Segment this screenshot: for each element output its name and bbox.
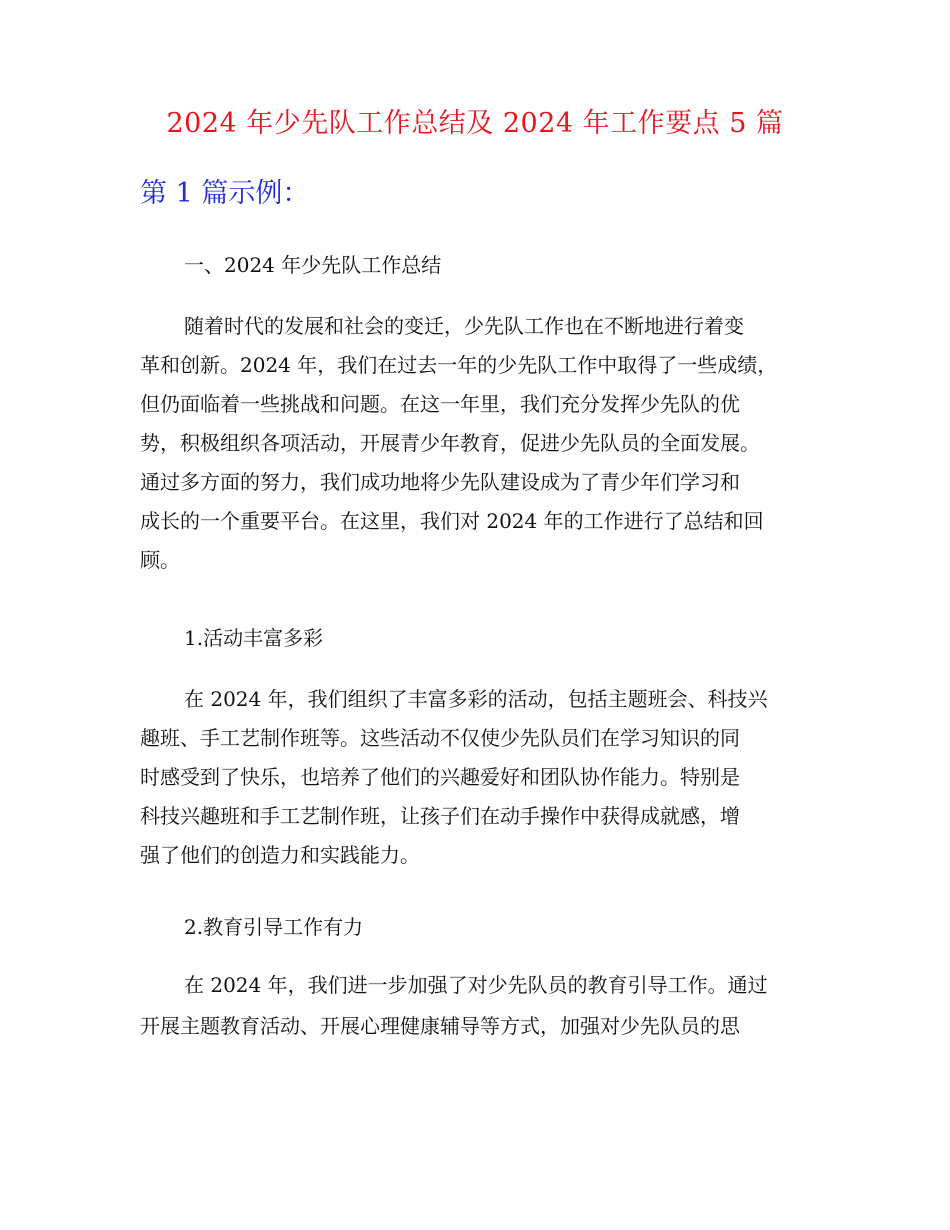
paragraph-line: 趣班、手工艺制作班等。这些活动不仅使少先队员们在学习知识的同 — [140, 726, 740, 750]
paragraph-line: 在 2024 年，我们组织了丰富多彩的活动，包括主题班会、科技兴 — [184, 687, 768, 711]
subsection-heading: 2.教育引导工作有力 — [184, 915, 364, 939]
paragraph-line: 在 2024 年，我们进一步加强了对少先队员的教育引导工作。通过 — [184, 973, 768, 997]
section-heading: 一、2024 年少先队工作总结 — [184, 253, 442, 277]
paragraph-line: 顾。 — [140, 548, 180, 572]
paragraph-line: 但仍面临着一些挑战和问题。在这一年里，我们充分发挥少先队的优 — [140, 392, 740, 416]
paragraph-line: 科技兴趣班和手工艺制作班，让孩子们在动手操作中获得成就感，增 — [140, 804, 740, 828]
paragraph-line: 成长的一个重要平台。在这里，我们对 2024 年的工作进行了总结和回 — [140, 509, 764, 533]
paragraph-line: 时感受到了快乐，也培养了他们的兴趣爱好和团队协作能力。特别是 — [140, 765, 740, 789]
paragraph-line: 革和创新。2024 年，我们在过去一年的少先队工作中取得了一些成绩， — [140, 353, 778, 377]
example-label: 第 1 篇示例： — [140, 178, 310, 209]
paragraph-line: 通过多方面的努力，我们成功地将少先队建设成为了青少年们学习和 — [140, 470, 740, 494]
paragraph-line: 势，积极组织各项活动，开展青少年教育，促进少先队员的全面发展。 — [140, 431, 760, 455]
paragraph-line: 随着时代的发展和社会的变迁，少先队工作也在不断地进行着变 — [184, 314, 744, 338]
paragraph-line: 强了他们的创造力和实践能力。 — [140, 843, 420, 867]
paragraph-line: 开展主题教育活动、开展心理健康辅导等方式，加强对少先队员的思 — [140, 1014, 740, 1038]
document-title: 2024 年少先队工作总结及 2024 年工作要点 5 篇 — [166, 108, 784, 139]
subsection-heading: 1.活动丰富多彩 — [184, 626, 324, 650]
